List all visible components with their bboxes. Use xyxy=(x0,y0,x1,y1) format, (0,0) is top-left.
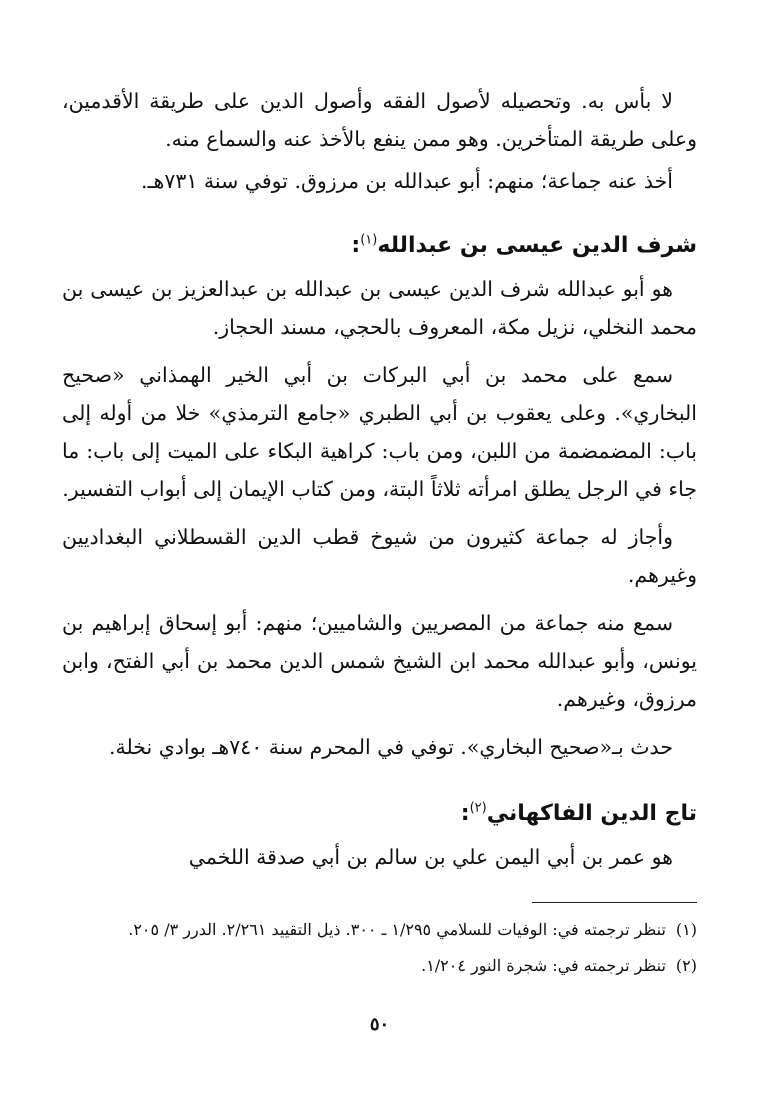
paragraph-listeners: سمع منه جماعة من المصريين والشاميين؛ منهم: أبو إسحاق إبراهيم بن يونس، وأبو عبدالله محمد ابن الشيخ شمس الدين محمد بن أبي الفتح، وابن مرزوق، وغيرهم. xyxy=(62,611,697,711)
paragraph-lineage: هو أبو عبدالله شرف الدين عيسى بن عبدالله بن عبدالعزيز بن عيسى بن محمد النخلي، نزيل مكة، المعروف بالحجي، مسند الحجاز. xyxy=(62,277,697,339)
heading-colon: : xyxy=(351,233,361,258)
footnotes xyxy=(62,915,697,987)
footnote-text: تنظر ترجمته في: الوفيات للسلامي ١/٢٩٥ ـ ٣٠٠. ذيل التقييد ٢/٢٦١. الدرر ٣/ ٢٠٥. xyxy=(128,920,666,939)
footnote-ref: (٢) xyxy=(469,800,487,816)
footnote-text: تنظر ترجمته في: شجرة النور ١/٢٠٤. xyxy=(421,956,666,975)
footnote-ref: (١) xyxy=(360,232,378,248)
footnote-2 xyxy=(62,951,697,981)
paragraph-licenses: وأجاز له جماعة كثيرون من شيوخ قطب الدين القسطلاني البغداديين وغيرهم. xyxy=(62,525,697,587)
heading-text: تاج الدين الفاكهاني xyxy=(486,801,697,826)
heading-colon: : xyxy=(460,801,470,826)
heading-text: شرف الدين عيسى بن عبدالله xyxy=(377,233,697,258)
footnote-1 xyxy=(62,915,697,945)
footnote-number: (٢) xyxy=(675,956,697,975)
page-number: ٥٠ xyxy=(369,1014,390,1035)
section-heading-taj-al-din xyxy=(62,794,697,834)
paragraph-students: أخذ عنه جماعة؛ منهم: أبو عبدالله بن مرزوق. توفي سنة ٧٣١هـ. xyxy=(140,169,673,193)
paragraph-hearing: سمع على محمد بن أبي البركات بن أبي الخير الهمذاني «صحيح البخاري». وعلى يعقوب بن أبي الطبري «جامع الترمذي» خلا من أوله إلى باب: المضمضمة من اللبن، ومن باب: كراهية البكاء على الميت إلى باب: ما جاء في الرجل يطلق امرأته ثلاثاً البتة، ومن كتاب الإيمان إلى أبواب التفسير. xyxy=(62,363,697,501)
section-heading-sharaf-al-din xyxy=(62,226,697,266)
paragraph-death: حدث بـ«صحيح البخاري». توفي في المحرم سنة ٧٤٠هـ بوادي نخلة. xyxy=(108,735,673,759)
footnote-divider xyxy=(532,902,697,903)
footnote-number: (١) xyxy=(675,920,697,939)
paragraph-fakihani-lineage: هو عمر بن أبي اليمن علي بن سالم بن أبي صدقة اللخمي xyxy=(188,845,673,869)
paragraph-intro: لا بأس به. وتحصيله لأصول الفقه وأصول الدين على طريقة الأقدمين، وعلى طريقة المتأخرين. وهو ممن ينفع بالأخذ عنه والسماع منه. xyxy=(62,89,697,151)
page-body xyxy=(62,82,697,876)
